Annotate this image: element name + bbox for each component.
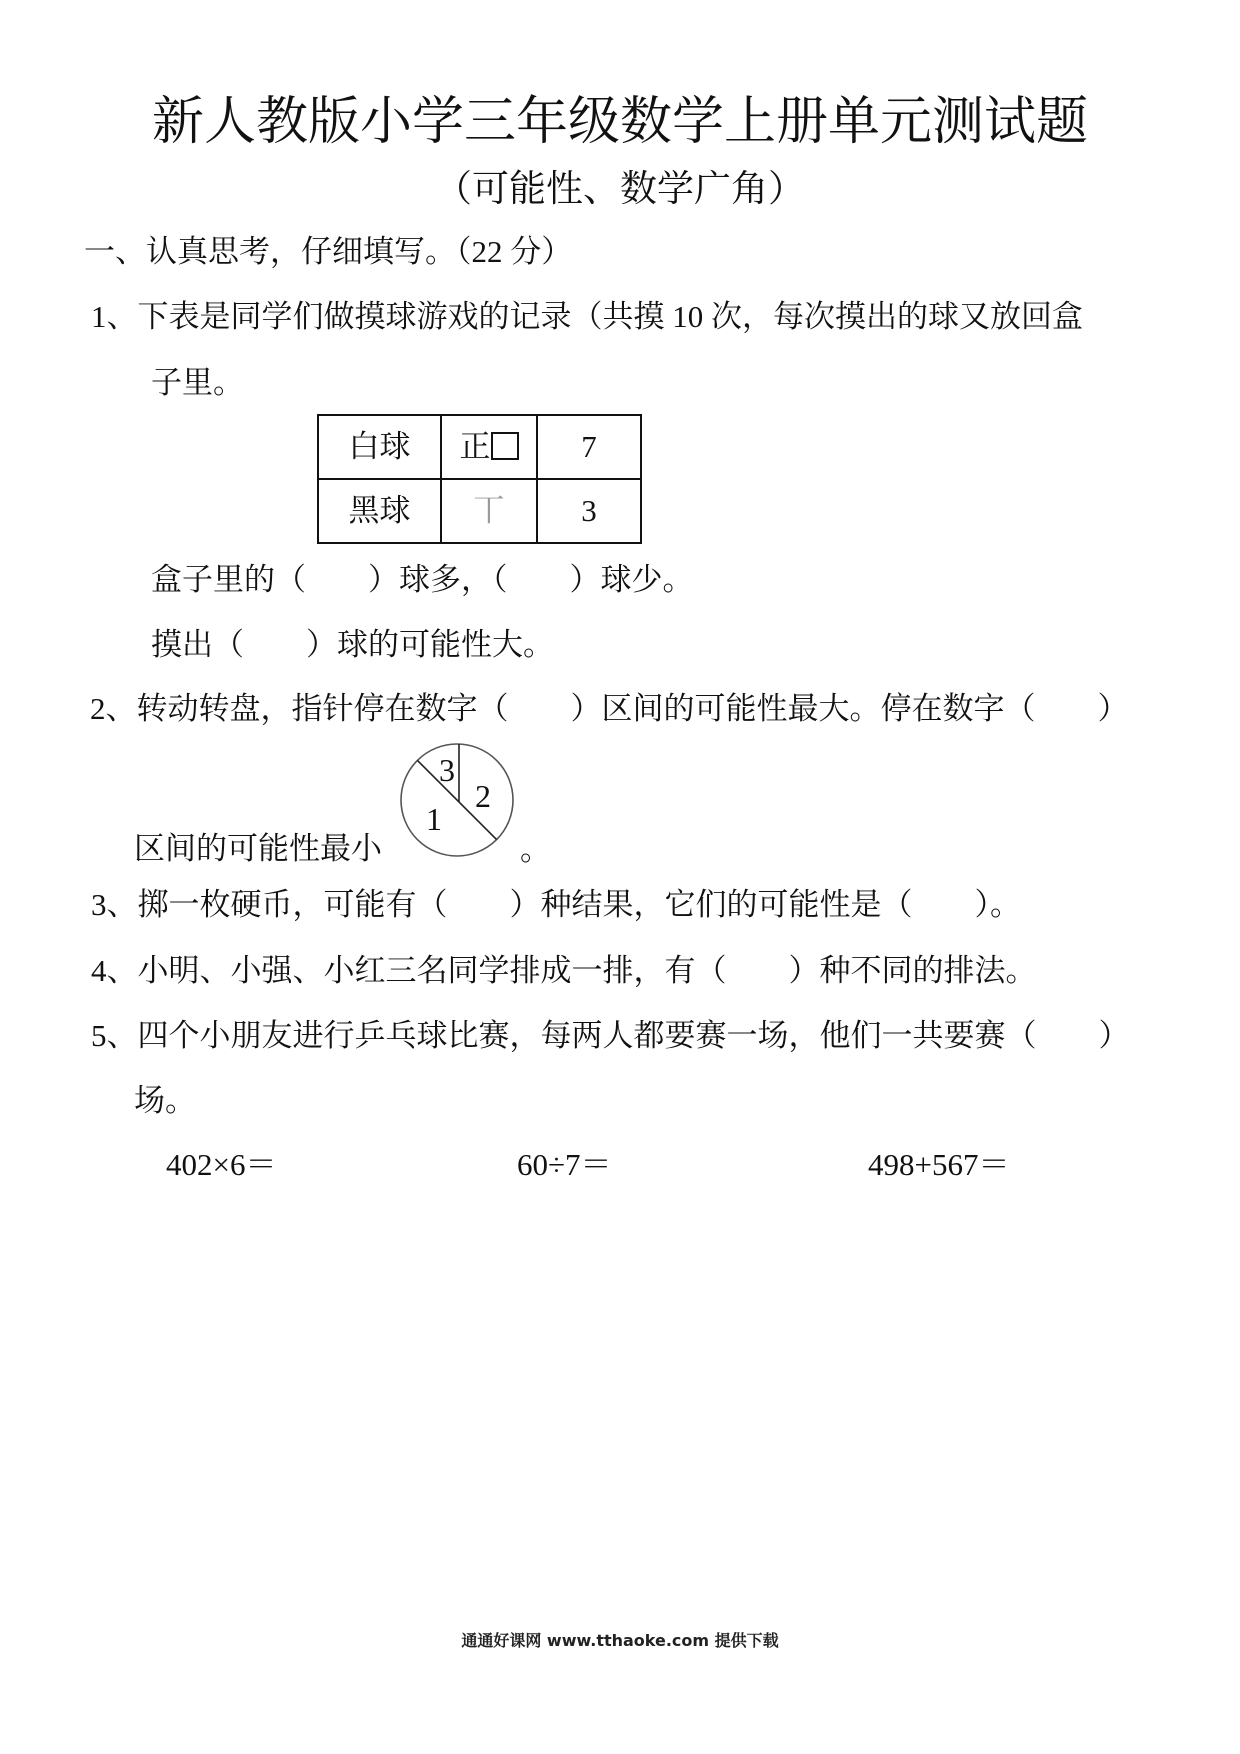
q5-line1: 5、四个小朋友进行乒乓球比赛，每两人都要赛一场，他们一共要赛（ ） [91, 1018, 1130, 1053]
tally-cell [441, 415, 537, 479]
page-title: 新人教版小学三年级数学上册单元测试题 [151, 94, 1088, 151]
row-count: 3 [537, 479, 641, 543]
q1-line1: 1、下表是同学们做摸球游戏的记录（共摸 10 次，每次摸出的球又放回盒 [91, 299, 1083, 334]
q1-line2: 子里。 [151, 365, 244, 400]
q4-line: 4、小明、小强、小红三名同学排成一排，有（ ）种不同的排法。 [91, 953, 1037, 988]
footer-credit: 通通好课网 www.tthaoke.com 提供下载 [461, 1631, 779, 1650]
q1-blank1: 盒子里的（ ）球多，（ ）球少。 [151, 562, 694, 597]
spinner-diagram [397, 740, 517, 860]
q5-line2: 场。 [134, 1083, 196, 1118]
table-row [318, 415, 641, 479]
tally-box [491, 432, 519, 460]
q2-line1: 2、转动转盘，指针停在数字（ ）区间的可能性最大。停在数字（ ） [90, 691, 1129, 726]
q1-blank2: 摸出（ ）球的可能性大。 [151, 627, 554, 662]
calc-item: 60÷7＝ [517, 1147, 612, 1182]
spinner-label-1: 1 [426, 801, 442, 837]
spinner-label-3: 3 [439, 752, 455, 788]
tally-marks [442, 431, 536, 463]
tally-table [317, 414, 642, 544]
calc-item: 402×6＝ [166, 1147, 277, 1182]
tally-text: 正 [459, 429, 491, 464]
tally-cell: 丅 [441, 479, 537, 543]
page-subtitle: （可能性、数学广角） [435, 169, 805, 210]
section-heading: 一、认真思考，仔细填写。（22 分） [84, 234, 573, 269]
table-row [318, 479, 641, 543]
row-count: 7 [537, 415, 641, 479]
q2-end-mark: 。 [520, 832, 551, 867]
calc-item: 498+567＝ [868, 1147, 1010, 1182]
q3-line: 3、掷一枚硬币，可能有（ ）种结果，它们的可能性是（ ）。 [91, 887, 1021, 922]
row-label: 白球 [318, 415, 441, 479]
row-label: 黑球 [318, 479, 441, 543]
q2-line2: 区间的可能性最小 [134, 831, 382, 866]
spinner-label-2: 2 [475, 778, 491, 814]
